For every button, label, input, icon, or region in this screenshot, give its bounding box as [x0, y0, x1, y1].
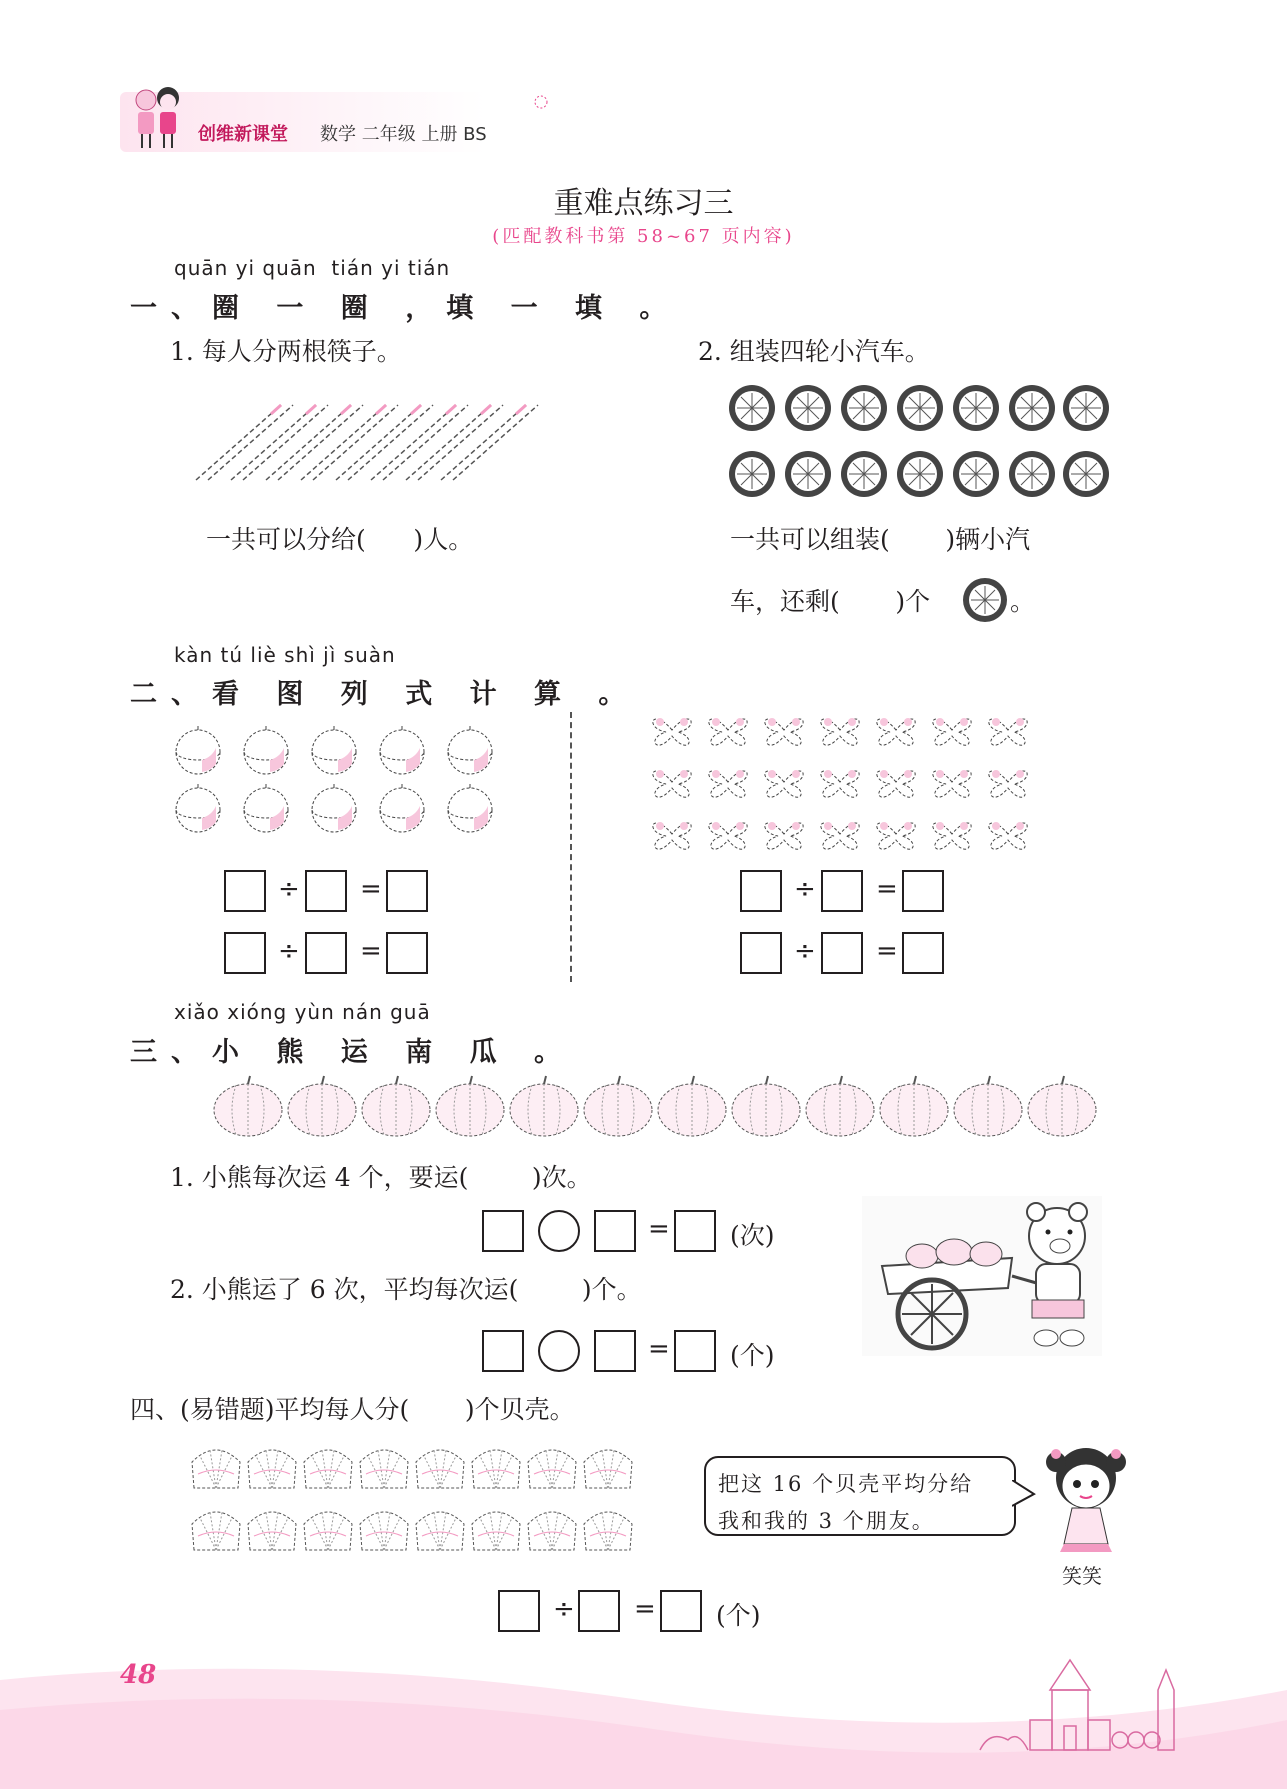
answer-box[interactable]	[594, 1210, 636, 1252]
equals-sign: =	[360, 874, 382, 904]
answer-box[interactable]	[386, 870, 428, 912]
answer-box[interactable]	[674, 1210, 716, 1252]
equals-sign: =	[876, 936, 898, 966]
s1-heading: 一、圈 一 圈 ，填 一 填 。	[130, 293, 681, 324]
s1-q2-answer-b: 车，还剩( )个	[730, 587, 931, 616]
s3-q1: 1. 小熊每次运 4 个，要运( )次。	[170, 1163, 592, 1192]
header-subject: 数学 二年级 上册 BS	[320, 124, 487, 145]
pumpkins-illustration	[210, 1074, 1110, 1140]
castle-illustration	[960, 1650, 1180, 1780]
wheels-illustration	[726, 382, 1116, 502]
s3-pinyin: xiǎo xióng yùn nán guā	[174, 1000, 431, 1024]
s1-q2-answer-end: 。	[1010, 587, 1036, 616]
answer-box[interactable]	[305, 870, 347, 912]
answer-box[interactable]	[305, 932, 347, 974]
answer-box[interactable]	[821, 870, 863, 912]
s3-heading: 三、小 熊 运 南 瓜 。	[130, 1037, 575, 1068]
s2-heading: 二、看 图 列 式 计 算 。	[130, 679, 640, 710]
answer-box[interactable]	[498, 1590, 540, 1632]
answer-box[interactable]	[740, 932, 782, 974]
butterflies-illustration	[648, 706, 1048, 858]
balls-illustration	[170, 722, 510, 842]
equals-sign: =	[648, 1214, 670, 1244]
s3-q2-unit: (个)	[730, 1341, 775, 1370]
divide-sign: ÷	[278, 874, 300, 904]
bear-cart-illustration	[862, 1196, 1102, 1356]
page-number: 48	[120, 1660, 157, 1690]
operator-circle[interactable]	[538, 1210, 580, 1252]
header-brand: 创维新课堂	[198, 124, 288, 145]
s2-pinyin: kàn tú liè shì jì suàn	[174, 643, 396, 667]
answer-box[interactable]	[902, 870, 944, 912]
answer-box[interactable]	[740, 870, 782, 912]
equals-sign: =	[876, 874, 898, 904]
girl-name: 笑笑	[1062, 1564, 1102, 1588]
girl-xiaoxiao-illustration	[1036, 1440, 1136, 1560]
answer-box[interactable]	[594, 1330, 636, 1372]
divide-sign: ÷	[794, 936, 816, 966]
answer-box[interactable]	[660, 1590, 702, 1632]
s3-q2: 2. 小熊运了 6 次，平均每次运( )个。	[170, 1275, 642, 1304]
s1-q2-answer-a: 一共可以组装( )辆小汽	[730, 525, 1031, 554]
answer-box[interactable]	[386, 932, 428, 974]
page-subtitle: (匹配教科书第 58~67 页内容)	[492, 226, 795, 247]
answer-box[interactable]	[482, 1330, 524, 1372]
equals-sign: =	[634, 1594, 656, 1624]
answer-box[interactable]	[902, 932, 944, 974]
bubble-line-1: 把这 16 个贝壳平均分给	[718, 1472, 974, 1496]
s1-q2: 2. 组装四轮小汽车。	[698, 337, 930, 366]
divide-sign: ÷	[553, 1594, 575, 1624]
answer-box[interactable]	[821, 932, 863, 974]
answer-box[interactable]	[224, 932, 266, 974]
divide-sign: ÷	[278, 936, 300, 966]
page-title: 重难点练习三	[553, 186, 734, 221]
speech-bubble-tail	[1012, 1480, 1036, 1508]
shells-illustration	[188, 1440, 648, 1560]
bubble-line-2: 我和我的 3 个朋友。	[718, 1509, 935, 1533]
equals-sign: =	[648, 1334, 670, 1364]
flower-icon	[530, 92, 552, 112]
divide-sign: ÷	[794, 874, 816, 904]
s1-q1: 1. 每人分两根筷子。	[170, 337, 402, 366]
answer-box[interactable]	[674, 1330, 716, 1372]
section-divider	[570, 712, 572, 982]
s1-q1-answer: 一共可以分给( )人。	[206, 525, 474, 554]
s3-q1-unit: (次)	[730, 1221, 775, 1250]
wheel-icon	[962, 577, 1008, 623]
answer-box[interactable]	[482, 1210, 524, 1252]
answer-box[interactable]	[578, 1590, 620, 1632]
equals-sign: =	[360, 936, 382, 966]
operator-circle[interactable]	[538, 1330, 580, 1372]
s4-heading: 四、(易错题)平均每人分( )个贝壳。	[130, 1395, 575, 1424]
s4-unit: (个)	[716, 1601, 761, 1630]
s1-pinyin: quān yi quān tián yi tián	[174, 256, 451, 280]
chopsticks-illustration	[186, 395, 566, 485]
answer-box[interactable]	[224, 870, 266, 912]
girls-logo-icon	[124, 80, 194, 152]
